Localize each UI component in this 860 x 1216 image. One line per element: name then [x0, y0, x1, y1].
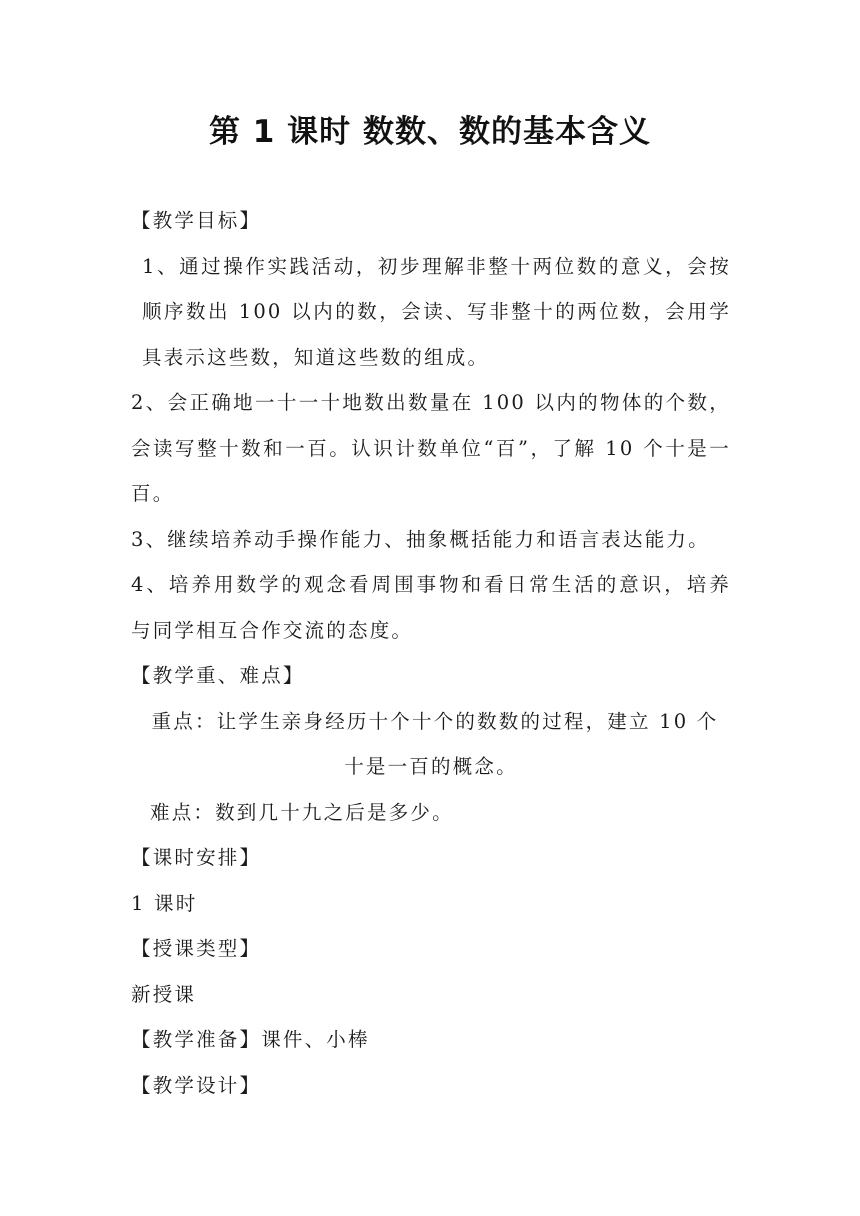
key-point-line-2: 十是一百的概念。 — [344, 755, 518, 778]
document-body — [131, 198, 731, 1108]
type-value: 新授课 — [131, 982, 197, 1006]
difficulty-text: 难点：数到几十九之后是多少。 — [150, 800, 454, 824]
objective-1: 1、通过操作实践活动，初步理解非整十两位数的意义，会按顺序数出 100 以内的数，会读、写非整十的两位数，会用学具表示这些数，知道这些数的组成。 — [142, 254, 731, 369]
objective-2: 2、会正确地一十一十地数出数量在 100 以内的物体的个数，会读写整十数和一百。认识计数单位“百”，了解 10 个十是一百。 — [131, 391, 731, 505]
type-heading: 【授课类型】 — [131, 937, 262, 960]
key-point-line-1: 重点：让学生亲身经历十个十个的数数的过程，建立 10 个 — [151, 709, 719, 733]
key-points-heading: 【教学重、难点】 — [131, 664, 305, 687]
design-heading: 【教学设计】 — [131, 1073, 262, 1097]
objective-4: 4、培养用数学的观念看周围事物和看日常生活的意识，培养与同学相互合作交流的态度。 — [131, 573, 731, 642]
objective-3: 3、继续培养动手操作能力、抽象概括能力和语言表达能力。 — [131, 527, 710, 551]
schedule-value: 1 课时 — [131, 891, 198, 915]
preparation-text: 【教学准备】课件、小棒 — [131, 1028, 370, 1051]
schedule-heading: 【课时安排】 — [131, 846, 262, 869]
objectives-heading: 【教学目标】 — [131, 209, 262, 232]
page-title: 第 1 课时 数数、数的基本含义 — [209, 114, 651, 150]
